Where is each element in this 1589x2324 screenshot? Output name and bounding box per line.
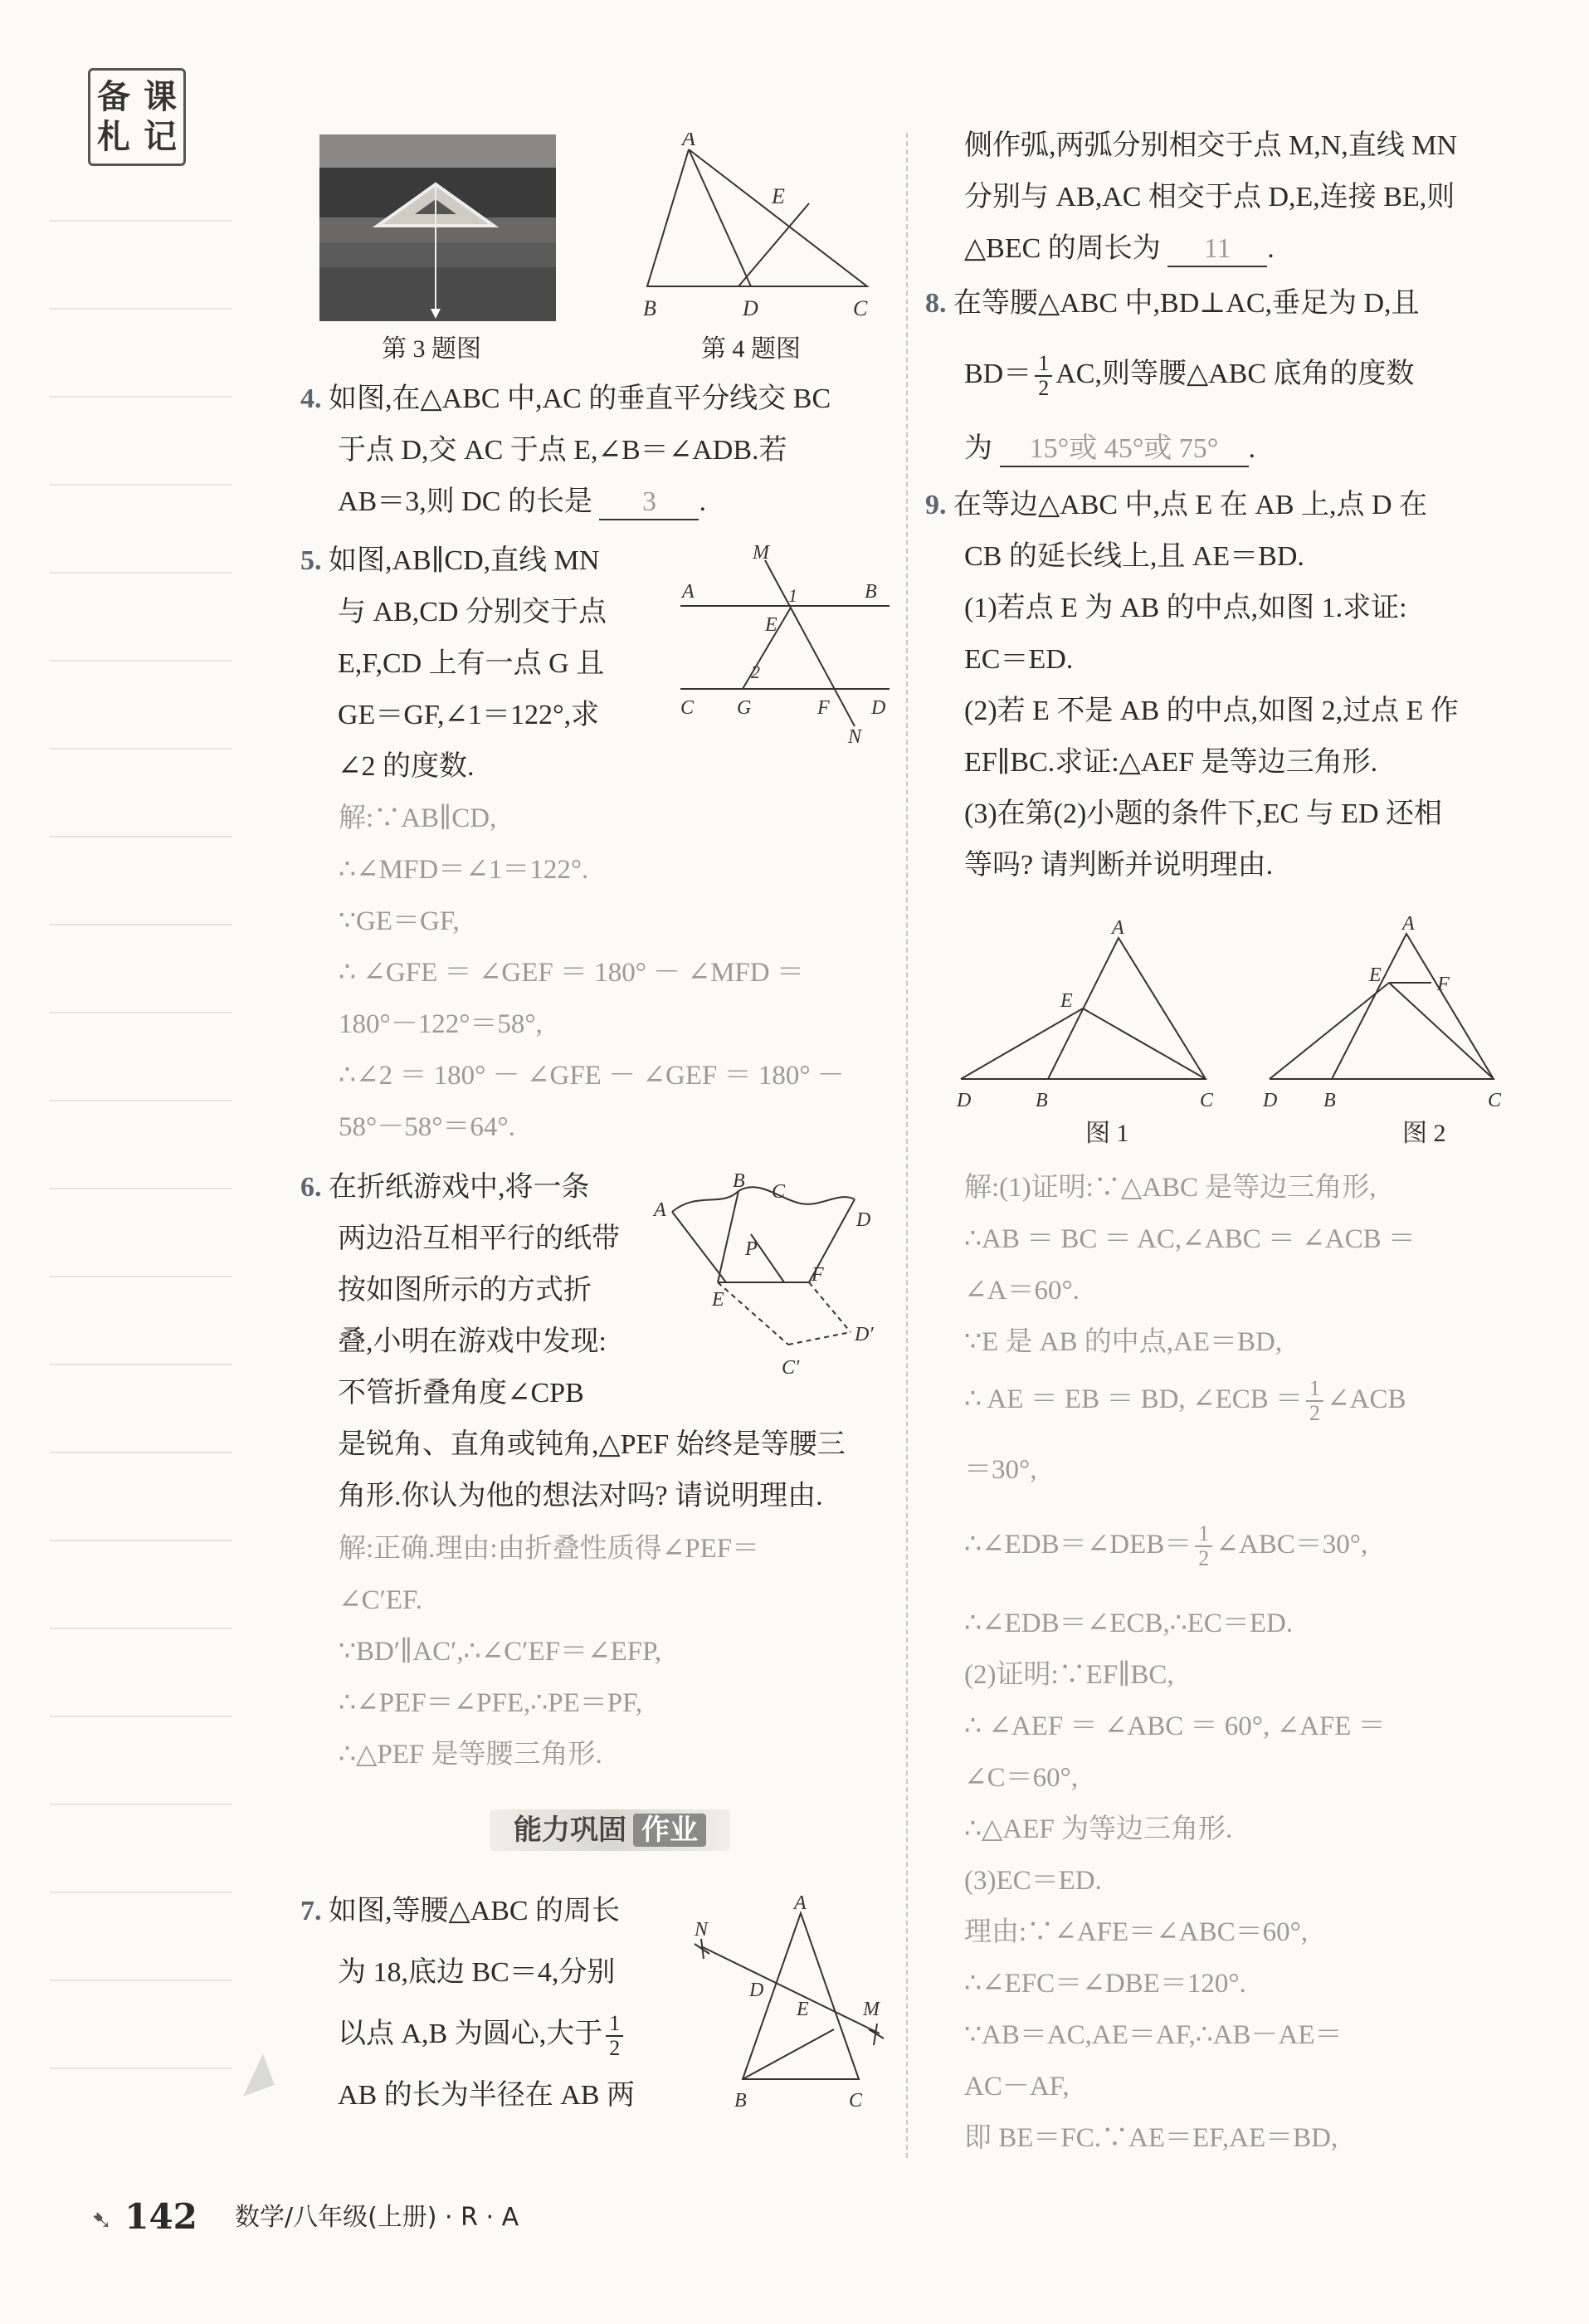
svg-text:M: M: [863, 1999, 880, 2020]
q9-line: 在等边△ABC 中,点 E 在 AB 上,点 D 在: [953, 490, 1428, 520]
badge-char: 札: [97, 117, 130, 156]
q9-sol-line: ∵AB＝AC,AE＝AF,∴AB－AE＝: [964, 2020, 1343, 2050]
q7-fraction: [606, 2012, 623, 2060]
q9-sol-30: ＝30°,: [964, 1455, 1037, 1485]
svg-text:A: A: [682, 581, 695, 603]
q7-line3: 以点 A,B 为圆心,大于: [338, 2019, 603, 2049]
svg-text:A: A: [654, 1199, 666, 1221]
q9-sol-line: ∵E 是 AB 的中点,AE＝BD,: [964, 1327, 1283, 1357]
page-arrow-icon: ➷: [91, 2206, 113, 2235]
q5-sol-line: ∵GE＝GF,: [339, 906, 460, 936]
svg-text:A: A: [794, 1892, 807, 1914]
svg-text:E: E: [765, 614, 777, 636]
q9-solution-part2: [964, 1598, 1386, 2164]
svg-text:1: 1: [788, 585, 797, 606]
q7-line4: AB 的长为半径在 AB 两: [338, 2080, 635, 2111]
svg-text:D: D: [749, 1980, 764, 2001]
q9-sol-edb-a: ∴∠EDB＝∠DEB＝: [964, 1530, 1192, 1560]
q6-number: 6.: [300, 1172, 322, 1203]
q7-continued: [964, 120, 1457, 275]
q6-line: 不管折叠角度∠CPB: [338, 1378, 584, 1409]
q9-frac-ecb: [1306, 1377, 1323, 1425]
q9-line: (3)在第(2)小题的条件下,EC 与 ED 还相: [964, 798, 1443, 829]
q8-l2b: AC,则等腰△ABC 底角的度数: [1055, 359, 1415, 389]
notes-badge: [88, 68, 186, 166]
page-number: 142: [124, 2196, 197, 2237]
q9-sol-line: (2)证明:∵EF∥BC,: [964, 1660, 1174, 1690]
frac-den: 2: [1038, 376, 1050, 401]
svg-text:E: E: [797, 1999, 809, 2020]
q9-figure2: [1253, 909, 1518, 1108]
q6-line: 叠,小明在游戏中发现:: [338, 1326, 607, 1357]
badge-char: 课: [144, 77, 177, 116]
q9-sol-ecb-b: ∠ACB: [1327, 1384, 1406, 1414]
frac-num: 1: [1195, 1522, 1212, 1547]
svg-text:B: B: [1323, 1090, 1336, 1108]
q7-answer: 11: [1167, 232, 1267, 267]
q7-line1: 如图,等腰△ABC 的周长: [329, 1896, 621, 1926]
svg-text:B: B: [643, 296, 656, 320]
frac-den: 2: [1198, 1546, 1210, 1571]
q6-line: 两边沿互相平行的纸带: [338, 1223, 620, 1254]
svg-text:A: A: [682, 133, 695, 150]
fig3-photo: [319, 134, 556, 321]
svg-text:C′: C′: [782, 1357, 800, 1379]
q7-number: 7.: [300, 1896, 322, 1926]
q7-line2: 为 18,底边 BC＝4,分别: [338, 1957, 616, 1988]
q8-l3a: 为: [964, 433, 992, 464]
q9-sol-line: 理由:∵∠AFE＝∠ABC＝60°,: [964, 1917, 1309, 1947]
section-header: [490, 1809, 730, 1851]
q6-sol-line: ∵BD′∥AC′,∴∠C′EF＝∠EFP,: [339, 1637, 662, 1667]
q4-period: .: [699, 486, 706, 517]
frac-num: 1: [1306, 1377, 1323, 1402]
q6-diagram: [647, 1166, 896, 1382]
q9-frac-edb: [1195, 1522, 1212, 1570]
q6-sol-line: ∴∠PEF＝∠PFE,∴PE＝PF,: [339, 1688, 643, 1718]
q4-number: 4.: [300, 383, 322, 414]
fig2-caption: 图 2: [1402, 1120, 1446, 1147]
q9-sol-ecb: [964, 1374, 1406, 1425]
q7-diagram: [676, 1892, 892, 2116]
q9-sol-edb-b: ∠ABC＝30°,: [1216, 1530, 1368, 1560]
q4-line1: 如图,在△ABC 中,AC 的垂直平分线交 BC: [329, 383, 831, 414]
q6-line: 是锐角、直角或钝角,△PEF 始终是等腰三: [338, 1429, 846, 1460]
q9-number: 9.: [925, 490, 947, 520]
q5-sol-line: ∴∠2 ＝ 180° － ∠GFE － ∠GEF ＝ 180° －: [339, 1061, 845, 1091]
q9-sol-line: ∴AB ＝ BC ＝ AC,∠ABC ＝ ∠ACB ＝: [964, 1224, 1416, 1254]
q6-line: 按如图所示的方式折: [338, 1275, 592, 1306]
q7-r3: △BEC 的周长为: [964, 233, 1161, 264]
svg-text:E: E: [712, 1289, 724, 1311]
q8-answer: 15°或 45°或 75°: [1000, 432, 1249, 467]
svg-text:G: G: [737, 697, 752, 719]
svg-text:M: M: [753, 544, 769, 564]
svg-text:C: C: [1200, 1090, 1214, 1108]
q5-sol-line: 解:∵AB∥CD,: [339, 803, 497, 833]
svg-text:N: N: [695, 1919, 709, 1941]
svg-text:D: D: [856, 1209, 871, 1231]
q5-diagram: [672, 544, 896, 747]
svg-text:A: A: [1112, 917, 1124, 939]
svg-text:C: C: [772, 1181, 786, 1203]
q5-line: E,F,CD 上有一点 G 且: [338, 648, 605, 679]
column-divider: [906, 133, 908, 2158]
svg-text:N: N: [848, 726, 862, 747]
svg-text:F: F: [812, 1264, 824, 1286]
q5-line: ∠2 的度数.: [338, 751, 475, 782]
q9-sol-line: ∴ ∠AEF ＝ ∠ABC ＝ 60°, ∠AFE ＝: [964, 1711, 1386, 1741]
note-lines: [50, 220, 232, 2156]
svg-text:2: 2: [751, 662, 760, 682]
q9-sol-line: 即 BE＝FC.∵AE＝EF,AE＝BD,: [964, 2123, 1338, 2153]
q5-text: [300, 535, 607, 793]
fold-mark: [232, 2053, 274, 2096]
svg-text:F: F: [817, 697, 830, 719]
q5-sol-line: ∴ ∠GFE ＝ ∠GEF ＝ 180° － ∠MFD ＝: [339, 958, 804, 988]
q8-period: .: [1248, 433, 1255, 464]
q5-sol-line: 180°－122°＝58°,: [339, 1009, 543, 1039]
svg-text:D: D: [743, 296, 758, 320]
fig1-caption: 图 1: [1085, 1120, 1129, 1147]
q5-sol-line: 58°－58°＝64°.: [339, 1112, 515, 1142]
svg-text:B: B: [1036, 1090, 1048, 1108]
svg-text:A: A: [1402, 913, 1415, 935]
q9-sol-line: ∴∠EDB＝∠ECB,∴EC＝ED.: [964, 1609, 1294, 1638]
q9-sol-line: ∠C＝60°,: [964, 1763, 1079, 1793]
svg-text:C: C: [680, 697, 695, 719]
q9-line: (1)若点 E 为 AB 的中点,如图 1.求证:: [964, 593, 1407, 623]
q4-line3: AB＝3,则 DC 的长是: [338, 486, 592, 517]
q9-line: (2)若 E 不是 AB 的中点,如图 2,过点 E 作: [964, 696, 1459, 726]
q9-sol-line: 解:(1)证明:∵△ABC 是等边三角形,: [964, 1173, 1377, 1203]
q9-sol-ecb-a: ∴ AE ＝ EB ＝ BD, ∠ECB ＝: [964, 1384, 1304, 1414]
svg-text:C: C: [1488, 1090, 1502, 1108]
q7-period: .: [1267, 233, 1275, 264]
svg-text:E: E: [1060, 990, 1073, 1012]
frac-den: 2: [609, 2036, 621, 2061]
svg-text:E: E: [1369, 964, 1382, 986]
q6-solution: [339, 1523, 759, 1780]
section-title: 能力巩固: [514, 1814, 626, 1847]
frac-num: 1: [606, 2012, 623, 2037]
svg-text:C: C: [849, 2090, 863, 2112]
fig4-caption: 第 4 题图: [701, 335, 801, 363]
svg-text:F: F: [1437, 974, 1450, 995]
q9-line: 等吗? 请判断并说明理由.: [964, 850, 1274, 881]
q9-sol-edb: [964, 1519, 1367, 1570]
q4-answer: 3: [599, 486, 699, 520]
q8-fraction: [1035, 352, 1052, 400]
q8-line1: 在等腰△ABC 中,BD⊥AC,垂足为 D,且: [953, 288, 1420, 319]
svg-text:C: C: [853, 296, 868, 320]
q5-solution: [339, 793, 845, 1153]
q9-sol-line: ∠A＝60°.: [964, 1276, 1080, 1306]
fig4-diagram: [631, 133, 880, 324]
q6-sol-line: ∠C′EF.: [339, 1585, 422, 1615]
frac-den: 2: [1309, 1401, 1321, 1426]
q6-line: 在折纸游戏中,将一条: [329, 1172, 590, 1203]
q9-line: EC＝ED.: [964, 644, 1074, 675]
svg-text:B: B: [865, 581, 877, 603]
q8-l2a: BD＝: [964, 359, 1032, 389]
svg-text:B: B: [733, 1170, 745, 1192]
q9-solution-part1: [964, 1162, 1416, 1368]
svg-text:D: D: [957, 1090, 972, 1108]
q7-r1: 侧作弧,两弧分别相交于点 M,N,直线 MN: [964, 130, 1458, 161]
q9-sol-line: ∴∠EFC＝∠DBE＝120°.: [964, 1969, 1246, 1999]
q9-sol-line: AC－AF,: [964, 2072, 1070, 2102]
svg-text:D: D: [871, 697, 886, 719]
svg-text:P: P: [745, 1238, 758, 1260]
homework-tag: 作业: [633, 1814, 706, 1847]
q8-line3: [964, 423, 1255, 475]
q6-line: 角形.你认为他的想法对吗? 请说明理由.: [338, 1481, 823, 1511]
q9-line: EF∥BC.求证:△AEF 是等边三角形.: [964, 747, 1378, 778]
q4-text: [300, 374, 831, 528]
footer: [91, 2196, 519, 2237]
q5-line: GE＝GF,∠1＝122°,求: [338, 700, 600, 730]
svg-text:D: D: [1263, 1090, 1278, 1108]
q8-line2: [964, 349, 1415, 400]
q5-line: 如图,AB∥CD,直线 MN: [329, 545, 600, 576]
fig3-caption: 第 3 题图: [382, 335, 481, 363]
q4-line2: 于点 D,交 AC 于点 E,∠B＝∠ADB.若: [338, 435, 787, 466]
svg-text:B: B: [734, 2090, 747, 2112]
q9-figure1: [953, 909, 1235, 1108]
q9-line: CB 的延长线上,且 AE＝BD.: [964, 541, 1304, 572]
q6-sol-line: ∴△PEF 是等腰三角形.: [339, 1740, 602, 1770]
badge-char: 记: [144, 117, 177, 156]
book-title: 数学/八年级(上册) · R · A: [235, 2203, 519, 2232]
q7-text: [300, 1881, 635, 2126]
q6-sol-line: 解:正确.理由:由折叠性质得∠PEF＝: [339, 1534, 760, 1564]
q8-number: 8.: [925, 288, 947, 319]
q9-sol-line: (3)EC＝ED.: [964, 1866, 1102, 1896]
frac-num: 1: [1035, 352, 1052, 377]
q5-line: 与 AB,CD 分别交于点: [338, 597, 607, 627]
badge-char: 备: [97, 77, 130, 116]
q5-sol-line: ∴∠MFD＝∠1＝122°.: [339, 855, 589, 885]
q9-text: [925, 480, 1459, 891]
q8-text: [925, 278, 1420, 330]
svg-text:E: E: [772, 184, 785, 208]
q5-number: 5.: [300, 545, 322, 576]
q9-sol-line: ∴△AEF 为等边三角形.: [964, 1814, 1233, 1844]
svg-text:D′: D′: [855, 1324, 874, 1345]
q7-r2: 分别与 AB,AC 相交于点 D,E,连接 BE,则: [964, 182, 1455, 212]
